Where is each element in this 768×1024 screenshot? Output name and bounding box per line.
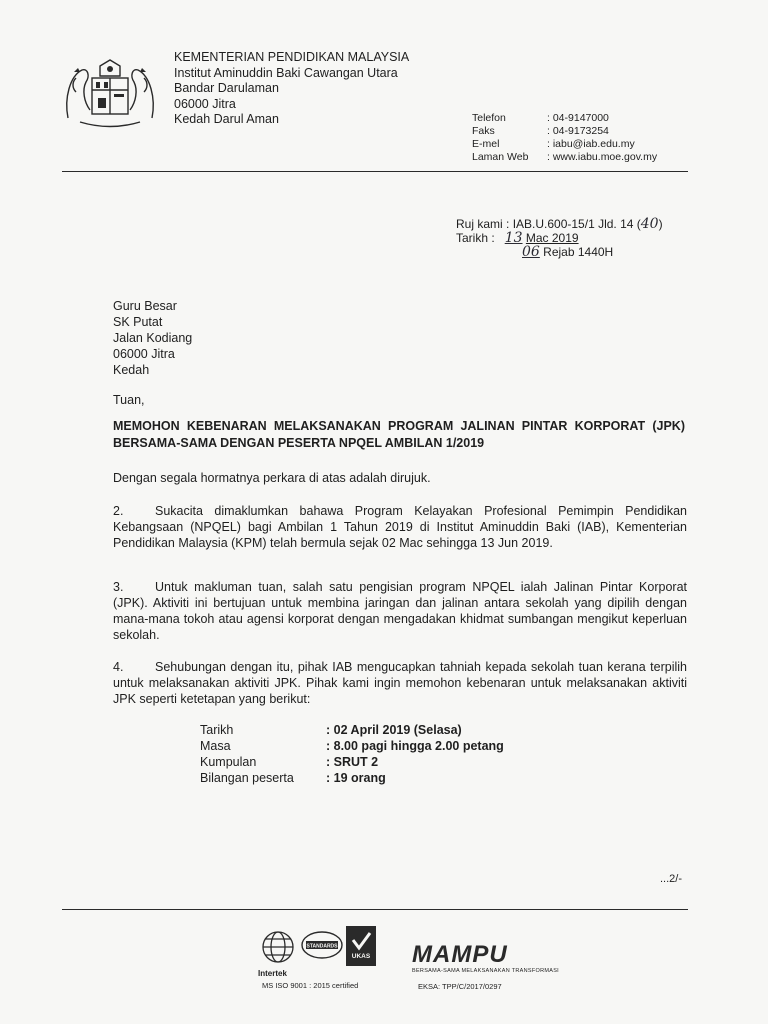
detail-value: : SRUT 2: [326, 755, 379, 769]
paragraph-3: [113, 579, 687, 643]
ruj-value: IAB.U.600-15/1 Jld. 14 (: [512, 217, 641, 231]
contact-value: : www.iabu.moe.gov.my: [547, 151, 658, 163]
standards-malaysia-icon: [300, 930, 344, 960]
iso-certification-text: MS ISO 9001 : 2015 certified: [262, 981, 359, 990]
tarikh-label: Tarikh :: [456, 231, 495, 245]
contact-row: [472, 138, 657, 151]
contact-label: E-mel: [472, 138, 500, 150]
ukas-crown-tick-icon: [346, 926, 376, 966]
mampu-tagline: BERSAMA-SAMA MELAKSANAKAN TRANSFORMASI: [412, 968, 559, 974]
detail-label: Tarikh: [200, 723, 234, 737]
contact-row: [472, 151, 657, 164]
contact-label: Laman Web: [472, 151, 529, 163]
reference-number: [456, 217, 663, 231]
salutation: Tuan,: [113, 393, 145, 407]
mampu-logo-icon: [410, 940, 540, 968]
mampu-wordmark: MAMPU: [412, 941, 508, 968]
ukas-label: UKAS: [351, 953, 371, 960]
addressee-line: 06000 Jitra: [113, 347, 175, 361]
detail-row: [200, 738, 504, 754]
contact-value: : 04-9173254: [547, 125, 609, 137]
reference-date: [456, 231, 663, 245]
addressee-line: Kedah: [113, 363, 150, 377]
addressee-line: Jalan Kodiang: [113, 331, 193, 345]
ruj-close: ): [658, 217, 663, 231]
detail-row: [200, 722, 504, 738]
contact-value: : 04-9147000: [547, 112, 609, 124]
detail-label: Masa: [200, 739, 231, 753]
detail-value: : 19 orang: [326, 771, 386, 785]
hijri-month-year: Rejab 1440H: [543, 245, 614, 259]
letter-subject: MEMOHON KEBENARAN MELAKSANAKAN PROGRAM JALINAN PINTAR KORPORAT (JPK) BERSAMA-SAMA DENGAN PESERTA NPQEL AMBILAN 1/2019: [113, 419, 685, 450]
paragraph-2: [113, 503, 687, 551]
detail-value: : 02 April 2019 (Selasa): [326, 723, 462, 737]
tarikh-day-handwritten: 13: [504, 230, 523, 246]
paragraph-text: Sukacita dimaklumkan bahawa Program Kelayakan Profesional Pemimpin Pendidikan Kebangsaan (NPQEL) bagi Ambilan 1 Tahun 2019 di Institut Aminuddin Baki (IAB), Kementerian Pendidikan Malaysia (KPM) telah bermula sejak 02 Mac sehingga 13 Jun 2019.: [113, 504, 687, 550]
contact-block: [472, 112, 657, 164]
programme-details: [200, 722, 504, 786]
malaysia-coat-of-arms-icon: [60, 58, 160, 130]
intertek-globe-icon: [255, 928, 301, 974]
detail-row: [200, 770, 504, 786]
eksa-certification-text: EKSA: TPP/C/2017/0297: [418, 982, 502, 991]
contact-value: : iabu@iab.edu.my: [547, 138, 635, 150]
reference-hijri-date: [456, 245, 663, 259]
contact-row: [472, 125, 657, 138]
addressee-block: [113, 298, 192, 378]
hijri-day-handwritten: 06: [522, 244, 540, 260]
intertek-label: Intertek: [258, 969, 287, 978]
footer-divider: [62, 909, 688, 910]
detail-label: Kumpulan: [200, 755, 257, 769]
ruj-handwritten: 40: [640, 216, 659, 232]
letterhead-organisation: [174, 50, 409, 128]
paragraph-number: 4.: [113, 660, 124, 674]
paragraph-number: 2.: [113, 504, 124, 518]
contact-label: Faks: [472, 125, 495, 137]
contact-row: [472, 112, 657, 125]
header-divider: [62, 171, 688, 172]
detail-label: Bilangan peserta: [200, 771, 294, 785]
paragraph-text: Untuk makluman tuan, salah satu pengisian program NPQEL ialah Jalinan Pintar Korporat (JPK). Aktiviti ini bertujuan untuk membina jaringan dan jalinan antara sekolah yang dipilih dengan mana-mana tokoh atau agensi korporat dengan mengadakan khidmat sumbangan mengikut keperluan sekolah.: [113, 580, 687, 642]
detail-value: : 8.00 pagi hingga 2.00 petang: [326, 739, 504, 753]
address-line: Kedah Darul Aman: [174, 112, 279, 126]
address-line: 06000 Jitra: [174, 96, 236, 111]
detail-row: [200, 754, 504, 770]
reference-block: [456, 217, 663, 259]
ruj-label: Ruj kami :: [456, 217, 510, 231]
ministry-name: KEMENTERIAN PENDIDIKAN MALAYSIA: [174, 50, 410, 64]
addressee-line: Guru Besar: [113, 299, 177, 313]
tarikh-month-year: Mac 2019: [525, 231, 579, 245]
paragraph-4: [113, 659, 687, 707]
institute-name: Institut Aminuddin Baki Cawangan Utara: [174, 65, 398, 80]
standards-label: STANDARDS: [306, 943, 338, 950]
addressee-line: SK Putat: [113, 315, 163, 329]
paragraph-number: 3.: [113, 580, 124, 594]
address-line: Bandar Darulaman: [174, 81, 279, 95]
page-continuation-marker: ...2/-: [660, 873, 683, 885]
paragraph-1: Dengan segala hormatnya perkara di atas adalah dirujuk.: [113, 471, 431, 485]
contact-label: Telefon: [472, 112, 506, 124]
paragraph-text: Sehubungan dengan itu, pihak IAB mengucapkan tahniah kepada sekolah tuan kerana terpilih untuk melaksanakan aktiviti JPK. Pihak kami ingin memohon kebenaran untuk melaksanakan aktiviti JPK seperti ketetapan yang berikut:: [113, 660, 687, 706]
